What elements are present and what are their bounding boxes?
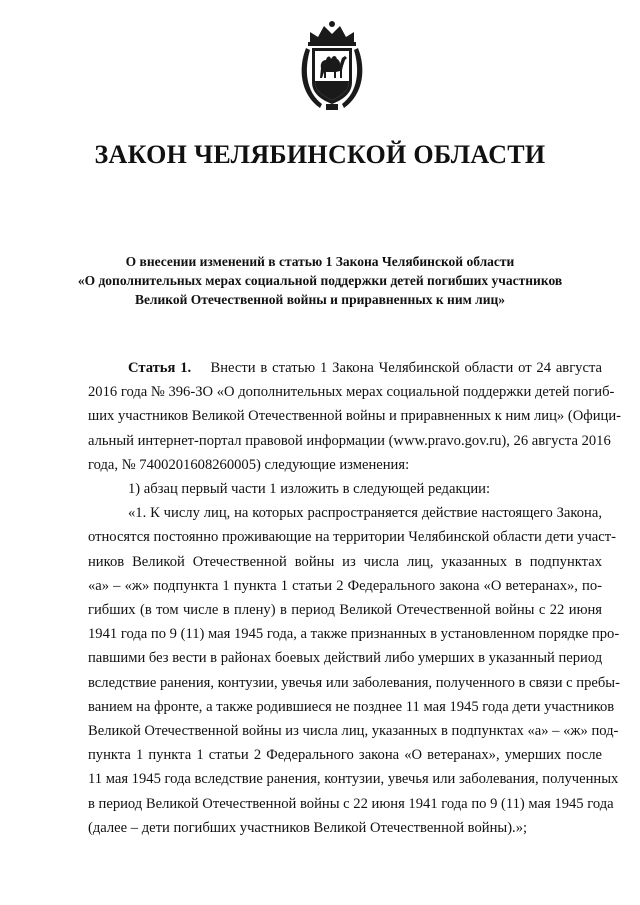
quote-line: «1. К числу лиц, на которых распространяется действие настоящего Закона, [128,505,602,522]
text-line: ших участников Великой Отечественной войны и приравненных к ним лиц» (Офици- [88,408,621,425]
quote-line: Великой Отечественной войны из числа лиц, указанных в подпунктах «а» – «ж» под- [88,723,619,740]
quote-line: (далее – дети погибших участников Великой Отечественной войны).»; [88,819,528,836]
quote-line: «а» – «ж» подпункта 1 пункта 1 статьи 2 Федерального закона «О ветеранах», по- [88,577,602,594]
quote-line: гибших (в том числе в плену) в период Великой Отечественной войны с 22 июня [88,602,602,619]
law-title: ЗАКОН ЧЕЛЯБИНСКОЙ ОБЛАСТИ [94,140,546,169]
quote-line: относятся постоянно проживающие на территории Челябинской области дети участ- [88,529,616,546]
quote-line: павшими без вести в районах боевых действий либо умерших в указанный период [88,650,603,667]
article-body [88,356,621,840]
article-first-text: Внести в статью 1 Закона Челябинской области от 24 августа [210,360,602,376]
quote-line: в период Великой Отечественной войны с 22 июня 1941 года по 9 (11) мая 1945 года [88,795,614,812]
quote-line: вследствие ранения, контузии, увечья или заболевания, полученного в связи с пребы- [88,674,620,691]
chelyabinsk-coat-of-arms-icon [296,18,368,114]
quote-line: ников Великой Отечественной войны из числа лиц, указанных в подпунктах [88,553,602,570]
quote-line: ванием на фронте, а также родившиеся не позднее 11 мая 1945 года дети участников [88,698,615,715]
law-subtitle [60,252,580,309]
item-one: 1) абзац первый части 1 изложить в следующей редакции: [128,481,491,498]
subtitle-line: «О дополнительных мерах социальной поддержки детей погибших участников [77,273,563,288]
text-line: альный интернет-портал правовой информации (www.pravo.gov.ru), 26 августа 2016 [88,432,611,449]
subtitle-line: О внесении изменений в статью 1 Закона Челябинской области [125,254,515,269]
article-first-line [88,356,602,380]
quote-line: 11 мая 1945 года вследствие ранения, контузии, увечья или заболевания, полученных [88,771,619,788]
quote-line: пункта 1 пункта 1 статьи 2 Федерального закона «О ветеранах», умерших после [88,747,602,764]
subtitle-line: Великой Отечественной войны и приравненных к ним лиц» [134,292,506,307]
article-label: Статья 1. [128,360,192,376]
text-line: года, № 7400201608260005) следующие изменения: [88,456,410,473]
text-line: 2016 года № 396-ЗО «О дополнительных мерах социальной поддержки детей погиб- [88,384,615,401]
quote-line: 1941 года по 9 (11) мая 1945 года, а также признанных в установленном порядке про- [88,626,620,643]
